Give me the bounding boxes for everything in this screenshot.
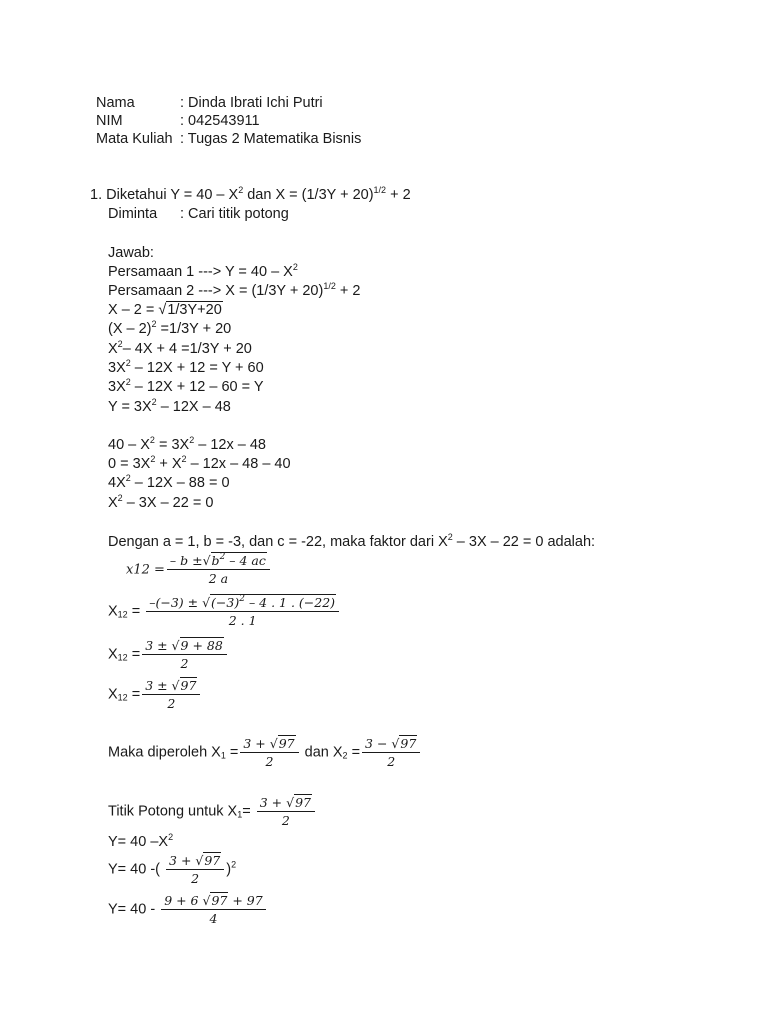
eq-text: X: [108, 341, 118, 357]
denominator: 2 . 1: [228, 613, 257, 628]
eq-text: =: [347, 744, 361, 761]
subscript: 12: [117, 692, 128, 703]
x12-substitution: $X_{12}$ = $\frac{-(-3) \pm √(-3)^2 - 4 . 1 . (-22)}{2 . 1}$: [108, 595, 341, 628]
nama-line: [96, 94, 323, 112]
y-step-3: [108, 893, 268, 926]
eq-text: – 12X + 12 – 60 = Y: [130, 379, 264, 395]
eq-text: Y= 40 –X: [108, 834, 169, 850]
nim-line: [96, 112, 260, 130]
question-number: 1.: [90, 187, 103, 203]
eq-text: – 12X – 48: [156, 399, 231, 415]
nama-label: Nama: [96, 95, 135, 111]
subscript: 1: [237, 809, 243, 820]
fraction: [142, 638, 227, 671]
numerator-text: 3 − √: [365, 736, 400, 751]
fraction: [257, 795, 315, 828]
eq-text: X: [108, 646, 118, 663]
subscript: 2: [342, 750, 348, 761]
superscript: 1/2: [373, 185, 387, 195]
radicand: 9 + 88: [180, 638, 223, 653]
numerator-text: 9 + 6 √: [164, 893, 211, 908]
asked-label: Diminta: [108, 206, 158, 222]
superscript: 2: [447, 532, 453, 542]
eq-text: – 12X – 88 = 0: [130, 475, 230, 491]
nim-label: NIM: [96, 113, 123, 129]
given-text: Diketahui Y = 40 – X: [106, 187, 239, 203]
y-step-1: [108, 833, 173, 851]
step-9: [108, 474, 230, 492]
eq-text: + 2: [335, 283, 361, 299]
superscript: 2: [219, 552, 226, 562]
radicand: 97: [211, 893, 228, 908]
radicand: b: [211, 553, 220, 568]
denominator: 2: [265, 754, 274, 769]
superscript: 2: [292, 262, 298, 272]
superscript: 2: [150, 454, 156, 464]
eq-text: Y= 40 -: [108, 901, 156, 918]
eq-text: dan X: [300, 744, 343, 761]
numerator-text: –(−3) ± √: [149, 595, 211, 610]
nama-value: : Dinda Ibrati Ichi Putri: [180, 95, 323, 111]
radicand: 97: [278, 736, 295, 751]
eq-text: ): [226, 861, 232, 878]
eq-text: – 12x – 48 – 40: [186, 456, 291, 472]
superscript: 2: [239, 594, 245, 604]
equation-2: [108, 282, 360, 300]
eq-text: Persamaan 2 ---> X = (1/3Y + 20): [108, 283, 324, 299]
titik-potong-line: [108, 795, 317, 828]
numerator-text: 3 + √: [169, 853, 204, 868]
step-8: [108, 455, 291, 473]
eq-text: (X – 2): [108, 321, 152, 337]
eq-text: 3X: [108, 379, 126, 395]
radicand: 97: [180, 678, 197, 693]
superscript: 2: [149, 435, 155, 445]
eq-text: =: [242, 803, 251, 820]
fraction: [240, 736, 298, 769]
x12-simplified-2: $X_{12}$ = $\frac{3 \pm √97}{2}$: [108, 678, 202, 711]
numerator-text: – b ±√: [169, 553, 211, 568]
numerator-text: 3 ± √: [145, 638, 180, 653]
asked-value: : Cari titik potong: [180, 206, 289, 222]
eq-text: = 3X: [154, 437, 190, 453]
superscript: 2: [189, 435, 195, 445]
fraction: [161, 893, 266, 926]
superscript: 2: [151, 319, 157, 329]
subscript: 1: [220, 750, 226, 761]
eq-text: – 12X + 12 = Y + 60: [130, 360, 264, 376]
eq-text: X: [108, 495, 118, 511]
radicand: 97: [204, 853, 221, 868]
fraction: [166, 853, 224, 886]
subscript: 12: [117, 609, 128, 620]
equation-1: [108, 263, 298, 281]
numerator-text: 3 + √: [259, 795, 295, 810]
eq-text: 3X: [108, 360, 126, 376]
radicand: 97: [295, 795, 311, 810]
radicand: – 4 ac: [225, 553, 266, 568]
superscript: 2: [125, 358, 131, 368]
question-given: [90, 186, 411, 204]
jawab-label: Jawab:: [108, 245, 154, 261]
fraction: [362, 736, 420, 769]
eq-text: Y= 40 -(: [108, 861, 160, 878]
step-6: [108, 398, 231, 416]
step-4: [108, 359, 264, 377]
fraction: [167, 553, 270, 586]
eq-text: – 4X + 4 =1/3Y + 20: [122, 341, 252, 357]
fraction: [146, 595, 339, 628]
numerator-text: 3 + √: [243, 736, 278, 751]
eq-text: Persamaan 1 ---> Y = 40 – X: [108, 264, 293, 280]
step-2: [108, 320, 231, 338]
x12-simplified-1: $X_{12}$ = $\frac{3 \pm √9 + 88}{2}$: [108, 638, 229, 671]
quadratic-formula: [126, 553, 272, 586]
eq-text: + X: [155, 456, 182, 472]
denominator: 2: [281, 813, 290, 828]
radicand: – 4 . 1 . (−22): [244, 595, 336, 610]
eq-text: Maka diperoleh X: [108, 744, 221, 761]
eq-text: X: [108, 603, 118, 620]
superscript: 2: [117, 339, 123, 349]
eq-text: 40 – X: [108, 437, 150, 453]
eq-text: Y = 3X: [108, 399, 152, 415]
eq-text: X – 2 = √: [108, 302, 167, 318]
eq-text: =1/3Y + 20: [156, 321, 232, 337]
step-1: [108, 301, 223, 319]
eq-text: 4X: [108, 475, 126, 491]
y-step-2: [108, 853, 236, 886]
question-asked: [108, 205, 289, 223]
eq-text: – 12x – 48: [194, 437, 266, 453]
denominator: 2: [167, 696, 176, 711]
mk-line: [96, 130, 361, 148]
given-text: + 2: [386, 187, 411, 203]
superscript: 2: [151, 397, 157, 407]
eq-text: 0 = 3X: [108, 456, 151, 472]
superscript: 2: [238, 185, 244, 195]
formula-lhs: x12 =: [126, 562, 165, 578]
subscript: 12: [117, 652, 128, 663]
denominator: 2: [387, 754, 396, 769]
denominator: 2: [180, 656, 189, 671]
superscript: 2: [117, 493, 123, 503]
numerator-text: 3 ± √: [145, 678, 180, 693]
radicand: 1/3Y+20: [167, 302, 222, 318]
eq-text: – 3X – 22 = 0: [122, 495, 214, 511]
superscript: 2: [125, 377, 131, 387]
nim-value: : 042543911: [180, 113, 260, 129]
superscript: 2: [231, 859, 237, 870]
fraction: [142, 678, 200, 711]
superscript: 2: [168, 832, 174, 842]
mk-value: : Tugas 2 Matematika Bisnis: [180, 131, 362, 147]
eq-text: Dengan a = 1, b = -3, dan c = -22, maka faktor dari X: [108, 534, 448, 550]
roots-line: [108, 736, 422, 769]
superscript: 2: [125, 473, 131, 483]
superscript: 1/2: [323, 281, 336, 291]
numerator-text: + 97: [228, 893, 263, 908]
denominator: 2: [191, 871, 200, 886]
radicand: 97: [400, 736, 417, 751]
dengan-line: [108, 533, 595, 551]
superscript: 2: [181, 454, 187, 464]
radicand: (−3): [211, 595, 240, 610]
eq-text: – 3X – 22 = 0 adalah:: [452, 534, 596, 550]
step-7: [108, 436, 266, 454]
denominator: 4: [209, 911, 218, 926]
eq-text: =: [225, 744, 239, 761]
step-5: [108, 378, 264, 396]
eq-text: X: [108, 686, 118, 703]
eq-text: Titik Potong untuk X: [108, 803, 238, 820]
given-text: dan X = (1/3Y + 20): [243, 187, 374, 203]
step-3: [108, 340, 252, 358]
step-10: [108, 494, 213, 512]
mk-label: Mata Kuliah: [96, 131, 173, 147]
denominator: 2 a: [208, 571, 229, 586]
